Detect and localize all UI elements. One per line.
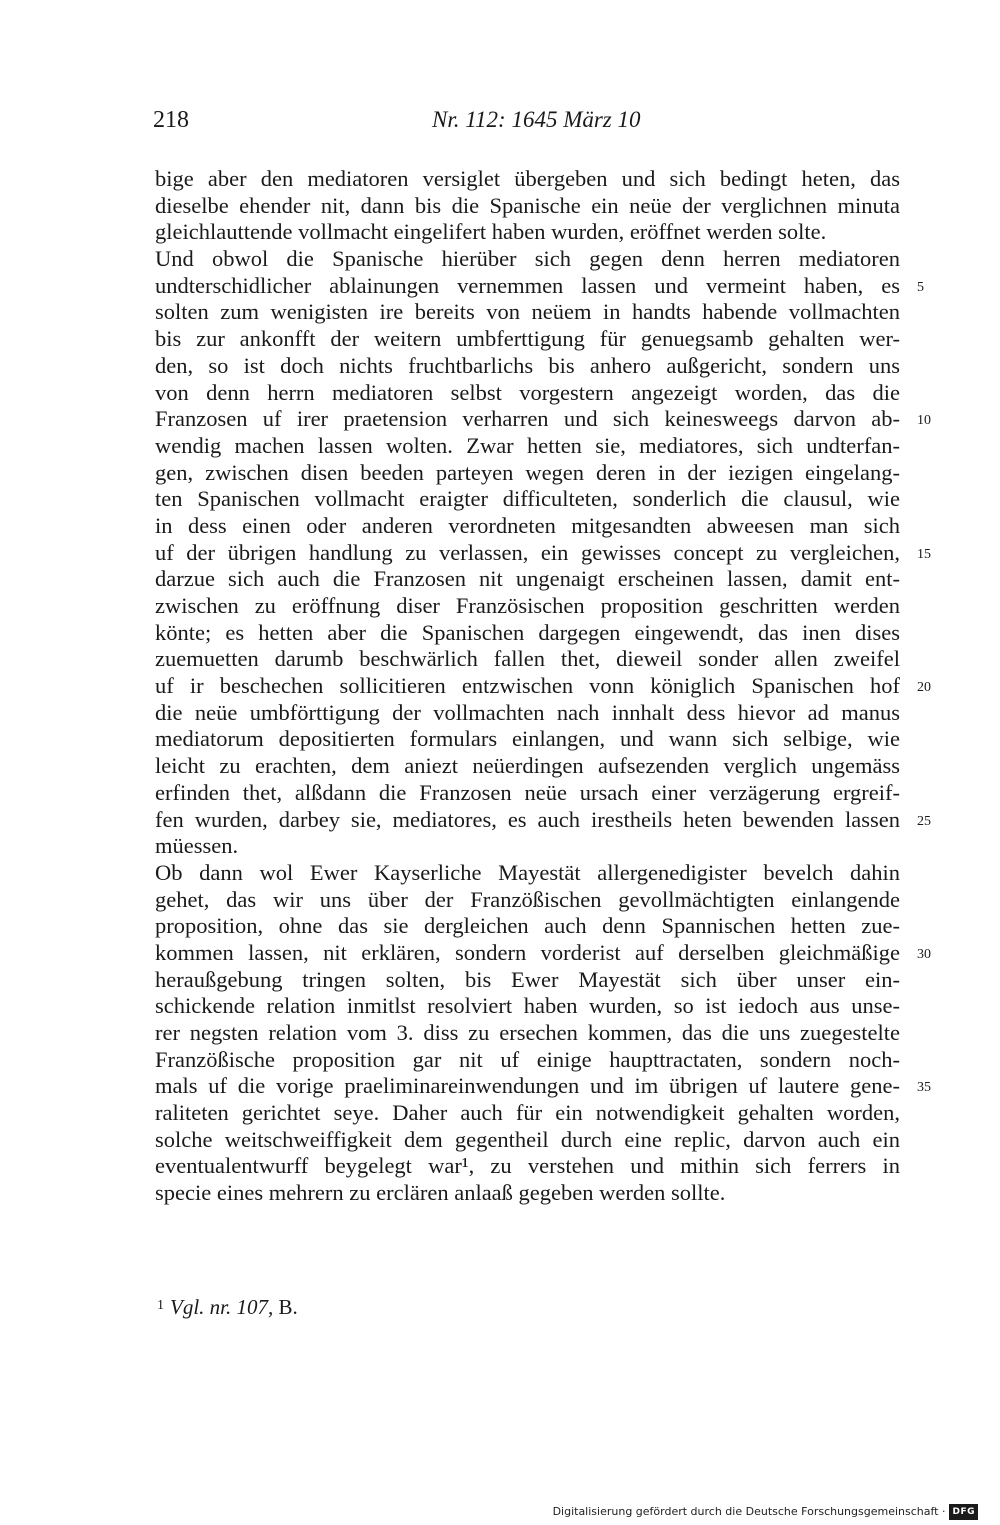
line-text: Franzosen uf irer praetension verharren und sich keinesweegs darvon ab- <box>155 406 900 432</box>
line-text: müessen. <box>155 833 239 859</box>
text-line <box>155 353 900 380</box>
text-line <box>155 406 931 433</box>
line-text: erfinden thet, alßdann die Franzosen neüe ursach einer verzägerung ergreif- <box>155 779 900 805</box>
line-text: gleichlauttende vollmacht eingelifert haben wurden, eröffnet werden solte. <box>155 219 827 245</box>
line-text: proposition, ohne das sie dergleichen auch denn Spannischen hetten zue- <box>155 913 900 939</box>
text-line <box>155 513 900 540</box>
line-number: 35 <box>917 1080 931 1096</box>
line-text: dieselbe ehender nit, dann bis die Spanische ein neüe der verglichnen minuta <box>155 192 900 218</box>
text-line <box>155 913 900 940</box>
text-line <box>155 460 900 487</box>
text-line <box>155 539 931 567</box>
line-text: bige aber den mediatoren versiglet übergeben und sich bedingt heten, das <box>155 166 900 191</box>
line-text: mals uf die vorige praeliminareinwendungen und im übrigen uf lautere gene- <box>155 1073 900 1099</box>
digitization-credit <box>553 1504 978 1520</box>
dfg-logo: DFG <box>949 1504 978 1520</box>
line-text: raliteten gerichtet seye. Daher auch für ein notwendigkeit gehalten worden, <box>155 1100 900 1126</box>
line-text: Und obwol die Spanische hierüber sich gegen denn herren mediatoren <box>155 246 900 272</box>
line-text: uf ir beschechen sollicitieren entzwischen vonn königlich Spanischen hof <box>155 673 900 699</box>
text-line <box>155 967 900 994</box>
text-line <box>155 246 900 273</box>
line-text: bis zur ankonfft der weitern umbferttigung für genuegsamb gehalten wer- <box>155 326 900 352</box>
line-number: 15 <box>917 546 931 562</box>
line-text: rer negsten relation vom 3. diss zu ersechen kommen, das die uns zuegestelte <box>155 1020 900 1045</box>
line-text: uf der übrigen handlung zu verlassen, ein gewisses concept zu vergleichen, <box>155 539 900 565</box>
footnote-mark: 1 <box>157 1298 164 1313</box>
line-text: gehet, das wir uns über der Franzößischen gevollmächtigten einlangende <box>155 886 900 912</box>
line-text: leicht zu erachten, dem aniezt neüerdingen aufsezenden verglich ungemäss <box>155 753 900 779</box>
text-line <box>155 272 924 300</box>
page-number: 218 <box>153 107 189 133</box>
line-text: heraußgebung tringen solten, bis Ewer Mayestät sich über unser ein- <box>155 966 900 992</box>
line-text: könte; es hetten aber die Spanischen dargegen eingewendt, das inen dises <box>155 619 900 645</box>
text-line <box>155 1127 900 1154</box>
credit-text: Digitalisierung gefördert durch die Deutsche Forschungsgemeinschaft · <box>552 1505 946 1518</box>
text-line <box>155 566 900 593</box>
text-line <box>155 433 900 460</box>
text-line <box>155 219 900 246</box>
line-text: kommen lassen, nit erklären, sondern vorderist auf derselben gleichmäßige <box>155 939 900 965</box>
text-line <box>155 380 900 407</box>
line-text: die neüe umbförttigung der vollmachten nach innhalt dess hievor ad manus <box>155 699 900 725</box>
text-line <box>155 646 900 673</box>
line-number: 10 <box>917 413 931 429</box>
line-number: 5 <box>917 279 924 295</box>
line-text: Franzößische proposition gar nit uf einige haupttractaten, sondern noch- <box>155 1046 900 1072</box>
text-line <box>155 326 900 353</box>
text-line <box>155 887 900 914</box>
text-line <box>155 1073 931 1100</box>
line-text: in dess einen oder anderen verordneten mitgesandten abweesen man sich <box>155 512 900 538</box>
line-text: ten Spanischen vollmacht eraigter difficulteten, sonderlich die clausul, wie <box>155 486 900 512</box>
line-number: 20 <box>917 680 931 696</box>
text-line <box>155 593 900 620</box>
line-text: schickende relation inmitlst resolviert haben wurden, so ist iedoch aus unse- <box>155 993 900 1019</box>
text-line <box>155 299 900 326</box>
line-text: zwischen zu eröffnung diser Französischen proposition geschritten werden <box>155 593 900 618</box>
text-line <box>155 193 900 220</box>
line-text: solten zum wenigisten ire bereits von neüem in handts habende vollmachten <box>155 299 900 325</box>
line-text: Ob dann wol Ewer Kayserliche Mayestät allergenedigister bevelch dahin <box>155 859 900 885</box>
text-line <box>155 620 900 647</box>
text-line <box>155 1020 900 1047</box>
line-text: undterschidlicher ablainungen vernemmen lassen und vermeint haben, es <box>155 272 900 298</box>
footnote-tail: B. <box>278 1295 298 1319</box>
text-line <box>155 726 900 753</box>
line-number: 30 <box>917 946 931 962</box>
text-line <box>155 860 900 887</box>
text-line <box>155 1100 900 1127</box>
text-line <box>155 700 900 727</box>
line-text: eventualentwurff beygelegt war¹, zu verstehen und mithin sich ferrers in <box>155 1153 900 1179</box>
text-line <box>155 486 900 513</box>
text-line <box>155 673 931 700</box>
running-head: Nr. 112: 1645 März 10 <box>432 107 641 132</box>
line-number: 25 <box>917 813 931 829</box>
line-text: wendig machen lassen wolten. Zwar hetten sie, mediatores, sich undterfan- <box>155 432 900 458</box>
line-text: gen, zwischen disen beeden parteyen wegen deren in der iezigen eingelang- <box>155 459 900 485</box>
text-line <box>155 993 900 1020</box>
line-text: fen wurden, darbey sie, mediatores, es auch irestheils heten bewenden lassen <box>155 806 900 832</box>
line-text: von denn herrn mediatoren selbst vorgestern angezeigt worden, das die <box>155 379 900 405</box>
text-line <box>155 166 900 193</box>
text-line <box>155 753 900 780</box>
footnote <box>157 1292 298 1321</box>
footnote-text: Vgl. nr. 107, <box>170 1295 274 1319</box>
text-line <box>155 833 900 860</box>
text-line <box>155 780 900 807</box>
line-text: zuemuetten darumb beschwärlich fallen thet, dieweil sonder allen zweifel <box>155 646 900 672</box>
body-text <box>155 166 931 1207</box>
line-text: solche weitschweiffigkeit dem gegentheil durch eine replic, darvon auch ein <box>155 1126 900 1152</box>
text-line <box>155 1153 900 1180</box>
text-line <box>155 1180 900 1207</box>
text-line <box>155 939 931 967</box>
line-text: mediatorum depositierten formulars einlangen, und wann sich selbige, wie <box>155 726 900 752</box>
line-text: den, so ist doch nichts fruchtbarlichs bis anhero außgericht, sondern uns <box>155 352 900 378</box>
line-text: specie eines mehrern zu erclären anlaaß gegeben werden sollte. <box>155 1180 726 1206</box>
text-line <box>155 1047 900 1074</box>
text-line <box>155 806 931 834</box>
line-text: darzue sich auch die Franzosen nit ungenaigt erscheinen lassen, damit ent- <box>155 566 900 592</box>
